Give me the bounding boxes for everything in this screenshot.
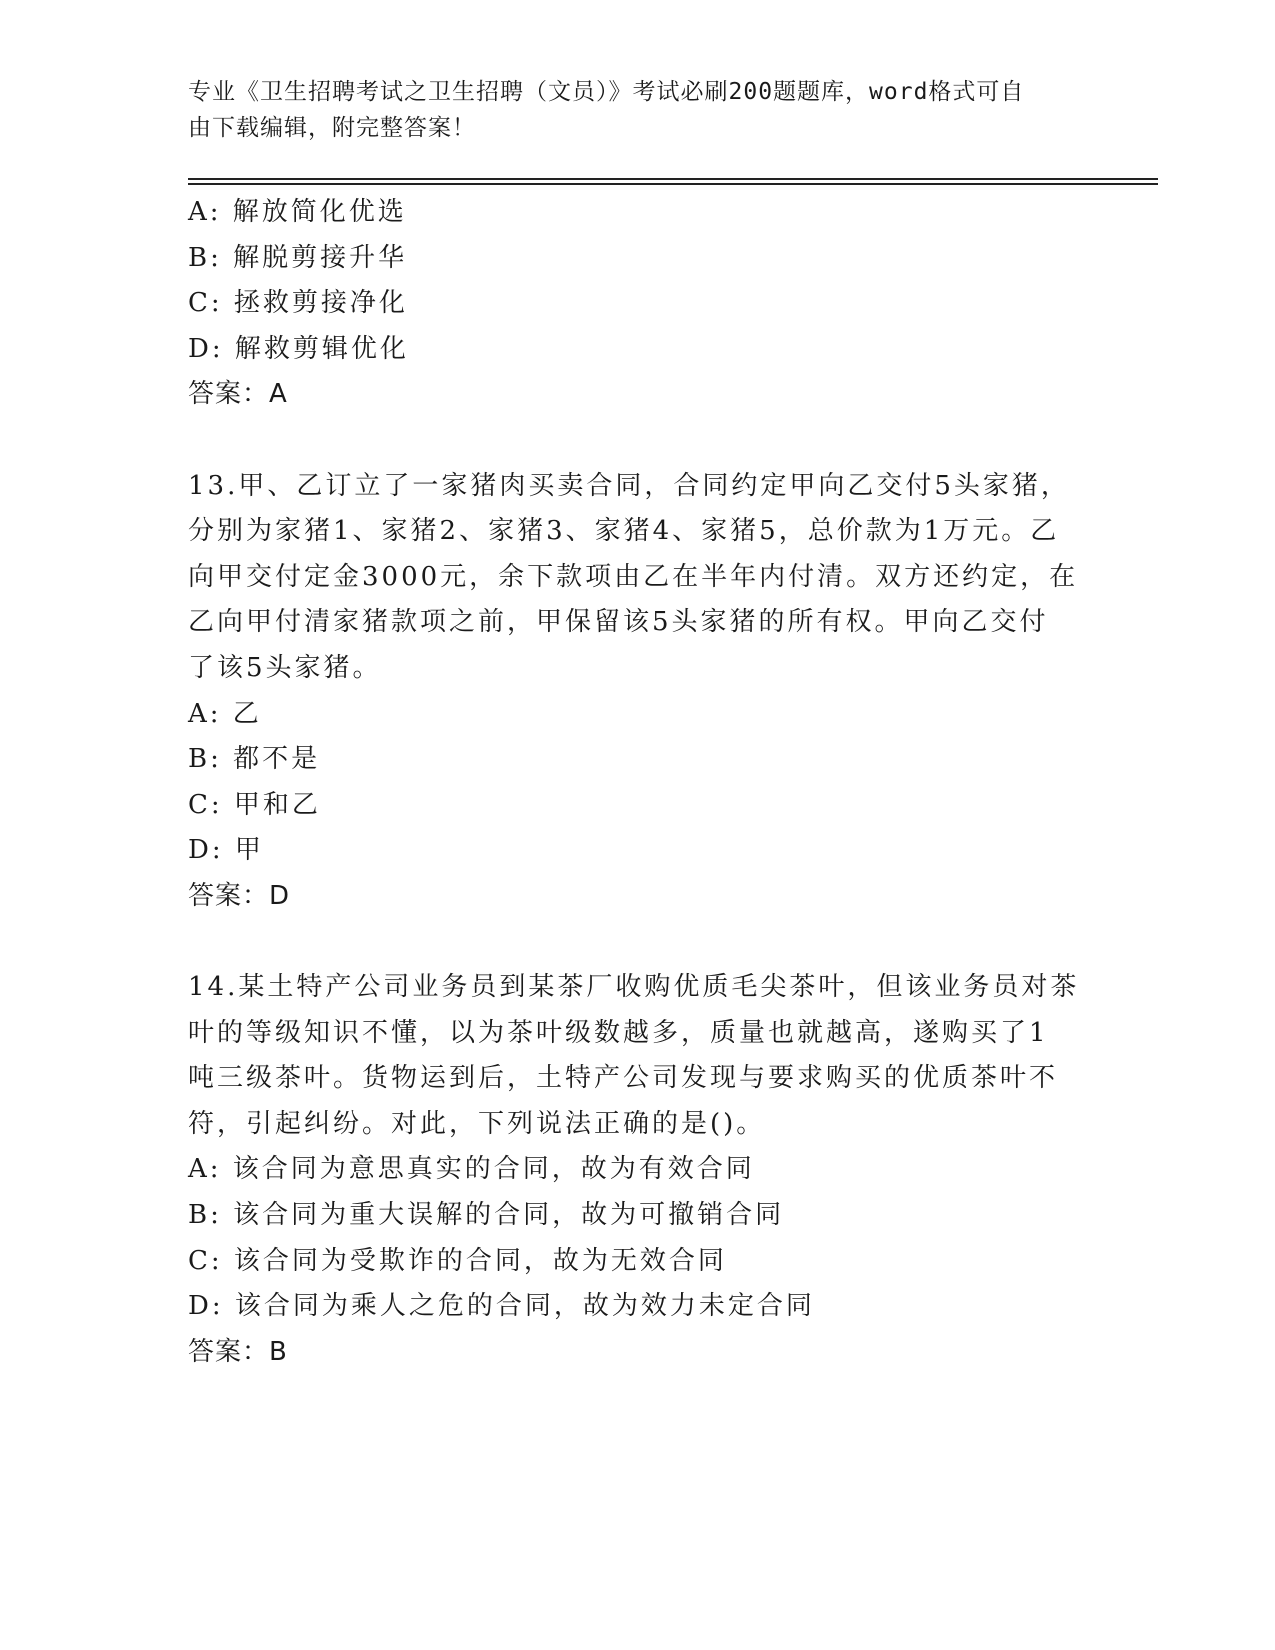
question-stem-line: 乙向甲付清家猪款项之前，甲保留该5头家猪的所有权。甲向乙交付 (188, 607, 1049, 638)
option-b: B: 该合同为重大误解的合同，故为可撤销合同 (188, 1200, 785, 1231)
option-a: A: 该合同为意思真实的合同，故为有效合同 (188, 1154, 755, 1185)
option-a: A: 乙 (188, 698, 262, 729)
document-header (188, 74, 1088, 146)
header-line-2: 由下载编辑，附完整答案！ (188, 115, 476, 141)
option-d: D: 解救剪辑优化 (188, 333, 409, 364)
question-spacer (188, 418, 1088, 464)
option-a: A: 解放简化优选 (188, 197, 407, 227)
question-list (188, 190, 1088, 1375)
header-divider-top (188, 178, 1158, 180)
option-c: C: 拯救剪接净化 (188, 288, 408, 319)
question-spacer (188, 920, 1088, 966)
header-line-1: 专业《卫生招聘考试之卫生招聘（文员）》考试必刷200题题库，word格式可自 (188, 79, 1025, 105)
question-stem-line: 向甲交付定金3000元，余下款项由乙在半年内付清。双方还约定，在 (188, 561, 1079, 592)
question-stem-line: 13.甲、乙订立了一家猪肉买卖合同，合同约定甲向乙交付5头家猪， (188, 470, 1070, 501)
answer-line: 答案：D (188, 880, 291, 911)
answer-line: 答案：B (188, 1336, 288, 1367)
option-b: B: 都不是 (188, 744, 321, 775)
option-d: D: 甲 (188, 835, 264, 866)
question-stem-line: 符，引起纠纷。对此，下列说法正确的是()。 (188, 1108, 766, 1139)
question-stem-line: 14.某土特产公司业务员到某茶厂收购优质毛尖茶叶，但该业务员对茶 (188, 972, 1080, 1003)
question-stem-line: 分别为家猪1、家猪2、家猪3、家猪4、家猪5，总价款为1万元。乙 (188, 516, 1060, 547)
option-b: B: 解脱剪接升华 (188, 242, 408, 273)
answer-line: 答案：A (188, 379, 288, 410)
option-c: C: 该合同为受欺诈的合同，故为无效合同 (188, 1245, 727, 1276)
question-stem-line: 了该5头家猪。 (188, 652, 382, 683)
header-divider-bottom (188, 183, 1158, 185)
question-stem-line: 吨三级茶叶。货物运到后，土特产公司发现与要求购买的优质茶叶不 (188, 1063, 1059, 1094)
option-c: C: 甲和乙 (188, 789, 321, 820)
question-14-block (188, 965, 1088, 1375)
question-12-block (188, 190, 1088, 418)
question-stem-line: 叶的等级知识不懂，以为茶叶级数越多，质量也就越高，遂购买了1 (188, 1017, 1049, 1048)
question-13-block (188, 464, 1088, 920)
option-d: D: 该合同为乘人之危的合同，故为效力未定合同 (188, 1291, 815, 1322)
